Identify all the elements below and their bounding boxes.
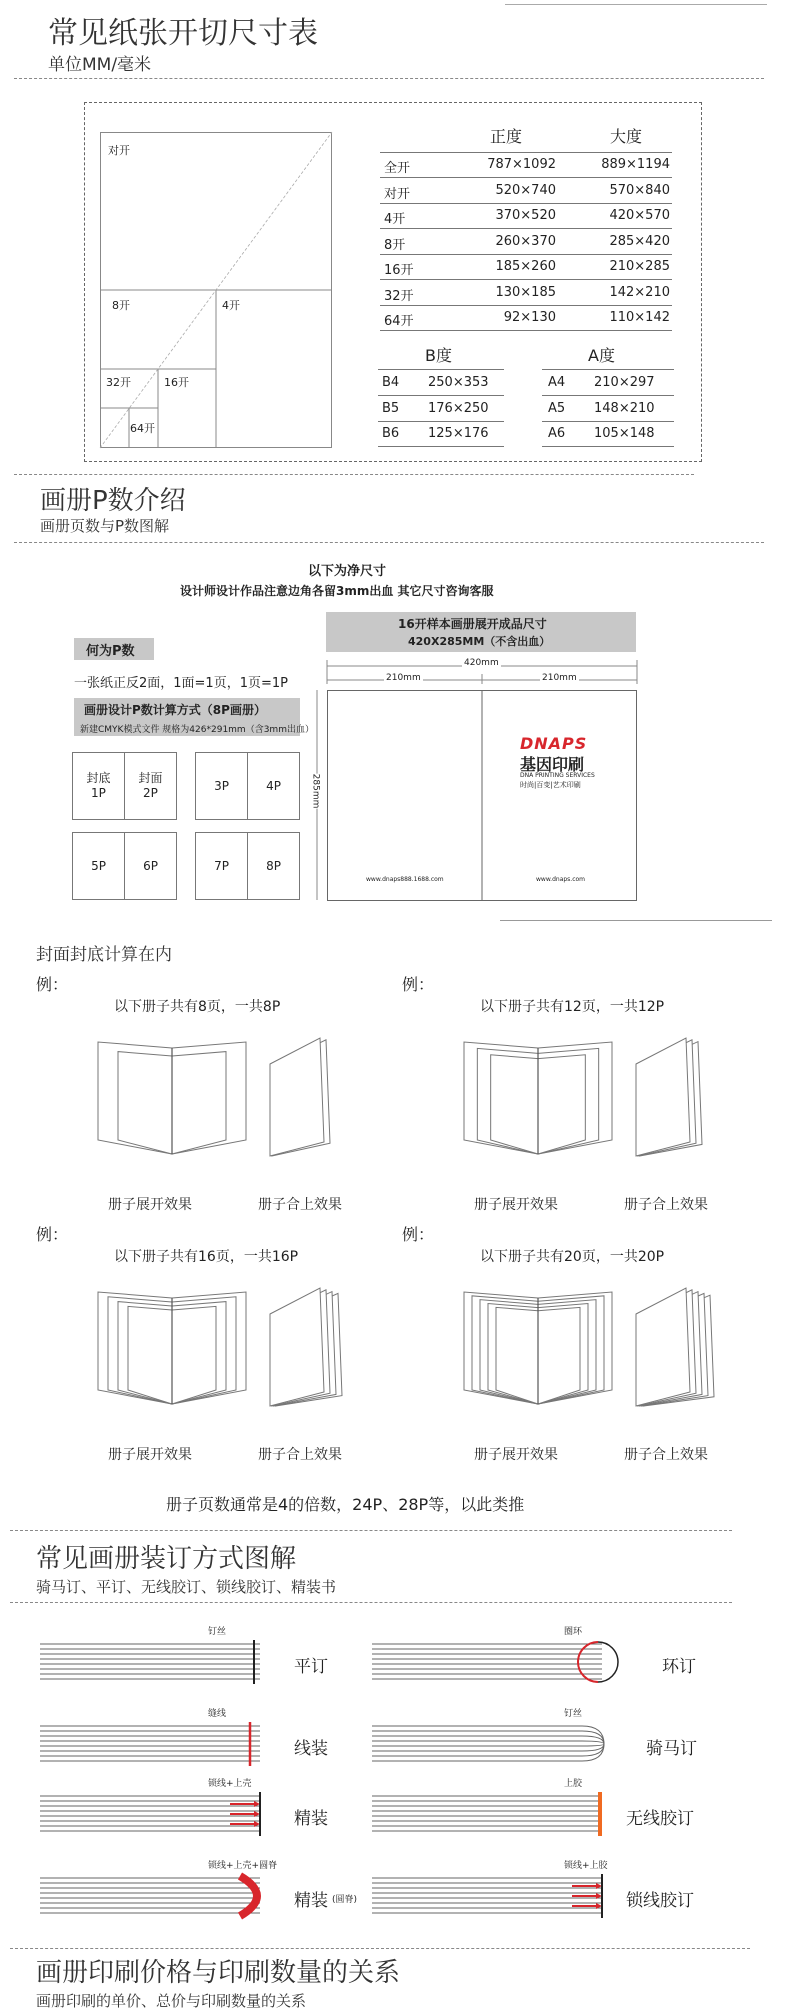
label-32kai: 32开 (106, 376, 131, 389)
binding-tag: 上胶 (564, 1779, 583, 1789)
open-booklet (92, 1024, 252, 1174)
b-row-name: B6 (382, 426, 400, 441)
page-cell: 6P (124, 832, 177, 900)
logo-sub: DNA PRINTING SERVICES (520, 772, 595, 779)
row-rule (378, 395, 504, 396)
binding-label: 无线胶订 (626, 1809, 694, 1829)
label-16kai: 16开 (164, 376, 189, 389)
logo-cn: 基因印刷 (520, 755, 585, 774)
paper-row-name: 4开 (384, 212, 406, 227)
open-effect-label: 册子展开效果 (474, 1447, 558, 1463)
row-rule (380, 279, 672, 280)
row-rule (542, 421, 674, 422)
closed-booklet (260, 1024, 380, 1174)
section2-title: 画册P数介绍 (40, 486, 186, 516)
divider (500, 920, 772, 921)
section4-title: 常见画册装订方式图解 (36, 1544, 297, 1574)
closed-effect-label: 册子合上效果 (258, 1447, 342, 1463)
paper-row-zhengdu: 787×1092 (487, 157, 556, 172)
open-effect-label: 册子展开效果 (474, 1197, 558, 1213)
binding-label: 锁线胶订 (626, 1891, 694, 1911)
b-row-size: 176×250 (428, 400, 489, 416)
b-row-size: 250×353 (428, 375, 489, 390)
dim-total: 420mm (464, 658, 499, 668)
b-row-name: B4 (382, 375, 400, 390)
example-label: 例： (402, 1225, 435, 1244)
a-row-size: 105×148 (594, 426, 655, 441)
binding-diagram (40, 1640, 300, 1686)
divider (10, 1948, 750, 1949)
dim-right: 210mm (542, 673, 577, 683)
one-sheet-text: 一张纸正反2面，1面=1页，1页=1P (74, 676, 288, 691)
binding-label: 环订 (662, 1657, 696, 1677)
binding-diagram (372, 1874, 642, 1920)
row-rule (380, 254, 672, 255)
label-8kai: 8开 (112, 299, 130, 312)
binding-label: 骑马订 (646, 1739, 697, 1759)
row-rule (378, 421, 504, 422)
paper-row-name: 全开 (384, 161, 411, 176)
row-rule (542, 395, 674, 396)
what-is-p: 何为P数 (86, 644, 135, 659)
page-cell: 4P (247, 752, 300, 820)
b-row-size: 125×176 (428, 426, 489, 441)
page-cell: 5P (72, 832, 125, 900)
label-4kai: 4开 (222, 299, 240, 312)
row-rule (380, 177, 672, 178)
label-duikai: 对开 (108, 144, 130, 157)
net-size-line1: 以下为净尺寸 (308, 564, 387, 579)
calc-title: 画册设计P数计算方式（8P画册） (84, 703, 266, 717)
example-caption: 以下册子共有20页，一共20P (480, 1249, 665, 1265)
binding-diagram (40, 1722, 300, 1768)
closed-effect-label: 册子合上效果 (624, 1197, 708, 1213)
binding-label: 平订 (294, 1657, 328, 1677)
row-rule (380, 228, 672, 229)
section3-title: 封面封底计算在内 (36, 945, 172, 965)
a-row-name: A5 (548, 400, 566, 416)
divider (14, 78, 764, 79)
binding-tag: 钉丝 (208, 1627, 227, 1637)
closed-booklet (260, 1274, 380, 1424)
paper-row-dadu: 420×570 (609, 208, 670, 223)
paper-row-dadu: 210×285 (609, 259, 670, 274)
a-row-name: A6 (548, 426, 566, 441)
paper-row-name: 64开 (384, 314, 414, 329)
dim-left: 210mm (386, 673, 421, 683)
example-caption: 以下册子共有16页，一共16P (114, 1249, 299, 1265)
paper-row-dadu: 889×1194 (601, 157, 670, 172)
paper-row-dadu: 570×840 (609, 182, 670, 198)
page-cell: 封底 1P (72, 752, 125, 820)
url-right: www.dnaps.com (536, 876, 586, 883)
section5-subtitle: 画册印刷的单价、总价与印刷数量的关系 (36, 1992, 307, 2010)
col-dadu: 大度 (610, 127, 643, 146)
paper-cut-diagram (100, 132, 332, 448)
paper-row-zhengdu: 130×185 (495, 284, 556, 300)
a-row-size: 148×210 (594, 400, 655, 416)
cmyk-note: 新建CMYK模式文件 规格为426*291mm（含3mm出血） (80, 725, 314, 735)
page-cell: 7P (195, 832, 248, 900)
row-rule (542, 369, 674, 370)
binding-tag: 锁线+上壳 (208, 1779, 252, 1789)
example-label: 例： (36, 1225, 69, 1244)
open-booklet (92, 1274, 252, 1424)
closed-effect-label: 册子合上效果 (258, 1197, 342, 1213)
net-size-line2: 设计师设计作品注意边角各留3mm出血 其它尺寸咨询客服 (180, 584, 494, 598)
closed-effect-label: 册子合上效果 (624, 1447, 708, 1463)
page-cell: 3P (195, 752, 248, 820)
label-64kai: 64开 (130, 422, 155, 435)
row-rule (378, 446, 504, 447)
binding-label: 精装 (294, 1891, 328, 1911)
binding-tag: 钉丝 (564, 1709, 583, 1719)
open-booklet (458, 1274, 618, 1424)
example-label: 例： (402, 975, 435, 994)
section2-subtitle: 画册页数与P数图解 (40, 517, 170, 535)
binding-diagram (40, 1792, 300, 1838)
open-effect-label: 册子展开效果 (108, 1197, 192, 1213)
binding-label-small: (圆脊) (332, 1895, 358, 1905)
binding-tag: 锁线+上胶 (564, 1861, 608, 1871)
b-row-name: B5 (382, 400, 400, 416)
dimension-lines (320, 660, 650, 910)
binding-label: 精装 (294, 1809, 328, 1829)
row-rule (378, 369, 504, 370)
paper-row-name: 32开 (384, 288, 414, 304)
b-title: B度 (425, 346, 452, 365)
a-row-size: 210×297 (594, 375, 655, 390)
paper-row-zhengdu: 370×520 (495, 208, 556, 223)
col-zhengdu: 正度 (490, 127, 523, 146)
binding-tag: 圈环 (564, 1627, 583, 1637)
paper-row-zhengdu: 260×370 (495, 233, 556, 249)
a-title: A度 (588, 346, 615, 365)
example-caption: 以下册子共有8页，一共8P (114, 999, 281, 1015)
binding-tag: 锁线+上壳+圆脊 (208, 1861, 278, 1871)
paper-row-dadu: 110×142 (609, 310, 670, 325)
paper-row-zhengdu: 520×740 (495, 182, 556, 198)
sample-title1: 16开样本画册展开成品尺寸 (398, 617, 547, 631)
binding-diagram (372, 1722, 642, 1768)
row-rule (380, 305, 672, 306)
divider (14, 542, 764, 543)
row-rule (542, 446, 674, 447)
section5-title: 画册印刷价格与印刷数量的关系 (36, 1958, 401, 1988)
row-rule (380, 152, 672, 153)
logo-en: DNAPS (520, 734, 588, 753)
paper-row-dadu: 285×420 (609, 233, 670, 249)
paper-row-name: 16开 (384, 263, 414, 278)
divider (10, 1602, 732, 1603)
binding-diagram (40, 1874, 300, 1920)
binding-diagram (372, 1792, 642, 1838)
section1-subtitle: 单位MM/毫米 (48, 55, 152, 75)
paper-row-dadu: 142×210 (609, 284, 670, 300)
a-row-name: A4 (548, 375, 566, 390)
closed-booklet (626, 1274, 746, 1424)
multiple-of-4-note: 册子页数通常是4的倍数，24P、28P等，以此类推 (166, 1495, 525, 1514)
example-label: 例： (36, 975, 69, 994)
closed-booklet (626, 1024, 746, 1174)
divider (14, 474, 694, 475)
url-left: www.dnaps888.1688.com (366, 876, 444, 883)
top-right-line (505, 4, 767, 5)
paper-row-zhengdu: 185×260 (495, 259, 556, 274)
example-caption: 以下册子共有12页，一共12P (480, 999, 665, 1015)
divider (10, 1530, 732, 1531)
binding-label: 线装 (294, 1739, 328, 1759)
open-effect-label: 册子展开效果 (108, 1447, 192, 1463)
binding-tag: 缝线 (208, 1709, 227, 1719)
binding-diagram (372, 1640, 642, 1686)
section1-title: 常见纸张开切尺寸表 (48, 16, 318, 51)
page-cell: 封面 2P (124, 752, 177, 820)
row-rule (380, 330, 672, 331)
page-cell: 8P (247, 832, 300, 900)
section4-subtitle: 骑马订、平订、无线胶订、锁线胶订、精装书 (36, 1578, 337, 1596)
paper-row-name: 8开 (384, 237, 406, 253)
row-rule (380, 203, 672, 204)
open-booklet (458, 1024, 618, 1174)
paper-row-name: 对开 (384, 186, 411, 202)
logo-tag: 时尚|百变|艺术印刷 (520, 781, 581, 789)
sample-title2: 420X285MM（不含出血） (408, 635, 551, 648)
paper-row-zhengdu: 92×130 (503, 310, 556, 325)
dim-height: 285mm (310, 773, 321, 809)
